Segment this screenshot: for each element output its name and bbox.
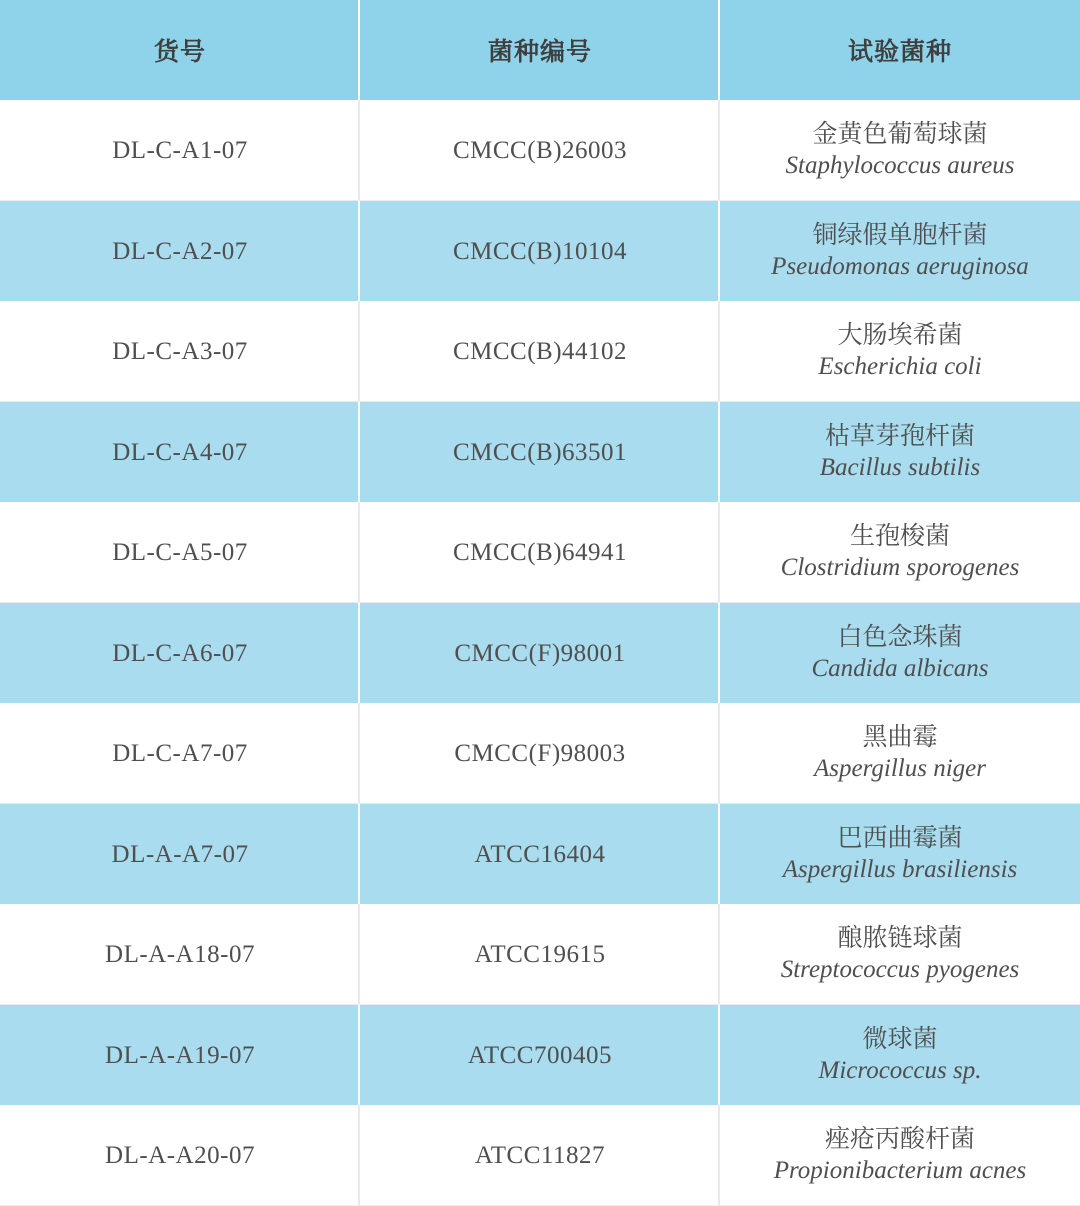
strain-number-text: CMCC(B)44102 [452,337,628,365]
strain-number-text: CMCC(B)63501 [452,438,628,466]
cell-strain-number [360,603,720,704]
cell-test-strain [720,502,1080,603]
code-text: DL-C-A2-07 [112,237,248,265]
code-text: DL-A-A19-07 [105,1041,255,1069]
cell-strain-number [360,100,720,201]
cell-code [0,703,360,804]
table-row [0,402,1080,503]
cell-code [0,1005,360,1106]
strain-cn-name: 生孢梭菌 [849,521,950,550]
strain-number-text: CMCC(F)98003 [454,739,626,767]
table-row [0,603,1080,704]
strain-number-text: CMCC(B)64941 [452,538,628,566]
cell-test-strain [720,703,1080,804]
cell-test-strain [720,1005,1080,1106]
cell-test-strain [720,804,1080,905]
cell-strain-number [360,904,720,1005]
table-header-row [0,0,1080,100]
cell-strain-number [360,502,720,603]
column-header-strain-number: 菌种编号 [360,0,720,100]
table-row [0,1005,1080,1106]
strain-number-text: ATCC700405 [468,1041,612,1069]
strain-latin-name: Aspergillus brasiliensis [782,856,1018,883]
cell-test-strain [720,904,1080,1005]
code-text: DL-C-A6-07 [112,639,248,667]
strain-number-text: ATCC19615 [474,940,606,968]
strain-number-text: CMCC(B)26003 [452,136,628,164]
table-row [0,703,1080,804]
cell-code [0,804,360,905]
cell-test-strain [720,100,1080,201]
code-text: DL-A-A18-07 [105,940,255,968]
strain-cn-name: 金黄色葡萄球菌 [812,119,988,148]
cell-strain-number [360,301,720,402]
strain-cn-name: 微球菌 [862,1024,938,1053]
code-text: DL-A-A20-07 [105,1141,255,1169]
cell-code [0,603,360,704]
strain-latin-name: Staphylococcus aureus [785,152,1015,179]
cell-strain-number [360,804,720,905]
table-row [0,1105,1080,1206]
table-row [0,301,1080,402]
strain-number-text: CMCC(B)10104 [452,237,628,265]
strain-number-text: ATCC11827 [475,1141,605,1169]
cell-test-strain [720,301,1080,402]
column-header-code: 货号 [0,0,360,100]
cell-strain-number [360,1005,720,1106]
strain-latin-name: Clostridium sporogenes [780,554,1020,581]
strain-latin-name: Candida albicans [811,655,989,682]
strain-cn-name: 白色念珠菌 [837,622,963,651]
cell-code [0,201,360,302]
strain-number-text: CMCC(F)98001 [454,639,626,667]
cell-strain-number [360,1105,720,1206]
strain-cn-name: 酿脓链球菌 [837,923,963,952]
code-text: DL-C-A3-07 [112,337,248,365]
cell-strain-number [360,402,720,503]
cell-code [0,904,360,1005]
code-text: DL-C-A5-07 [112,538,248,566]
code-text: DL-C-A7-07 [112,739,248,767]
cell-test-strain [720,1105,1080,1206]
cell-strain-number [360,201,720,302]
strain-cn-name: 大肠埃希菌 [837,320,963,349]
cell-code [0,502,360,603]
strain-latin-name: Propionibacterium acnes [773,1157,1027,1184]
cell-code [0,1105,360,1206]
strain-latin-name: Escherichia coli [818,353,982,380]
table-body [0,100,1080,1206]
table-row [0,100,1080,201]
strain-latin-name: Micrococcus sp. [818,1057,982,1084]
cell-code [0,100,360,201]
table-header [0,0,1080,100]
table-row [0,201,1080,302]
strain-latin-name: Aspergillus niger [814,755,986,782]
strain-cn-name: 黑曲霉 [862,722,938,751]
strain-latin-name: Streptococcus pyogenes [780,956,1020,983]
table-row [0,502,1080,603]
cell-strain-number [360,703,720,804]
strain-cn-name: 痤疮丙酸杆菌 [824,1124,975,1153]
cell-code [0,301,360,402]
strain-cn-name: 巴西曲霉菌 [837,823,963,852]
code-text: DL-A-A7-07 [111,840,249,868]
strain-number-text: ATCC16404 [474,840,606,868]
code-text: DL-C-A1-07 [112,136,248,164]
strain-cn-name: 枯草芽孢杆菌 [824,421,975,450]
strain-cn-name: 铜绿假单胞杆菌 [812,220,988,249]
strain-latin-name: Pseudomonas aeruginosa [771,253,1029,280]
column-header-test-strain: 试验菌种 [720,0,1080,100]
cell-test-strain [720,603,1080,704]
code-text: DL-C-A4-07 [112,438,248,466]
cell-test-strain [720,402,1080,503]
table-row [0,904,1080,1005]
strain-latin-name: Bacillus subtilis [819,454,981,481]
cell-code [0,402,360,503]
table-row [0,804,1080,905]
cell-test-strain [720,201,1080,302]
